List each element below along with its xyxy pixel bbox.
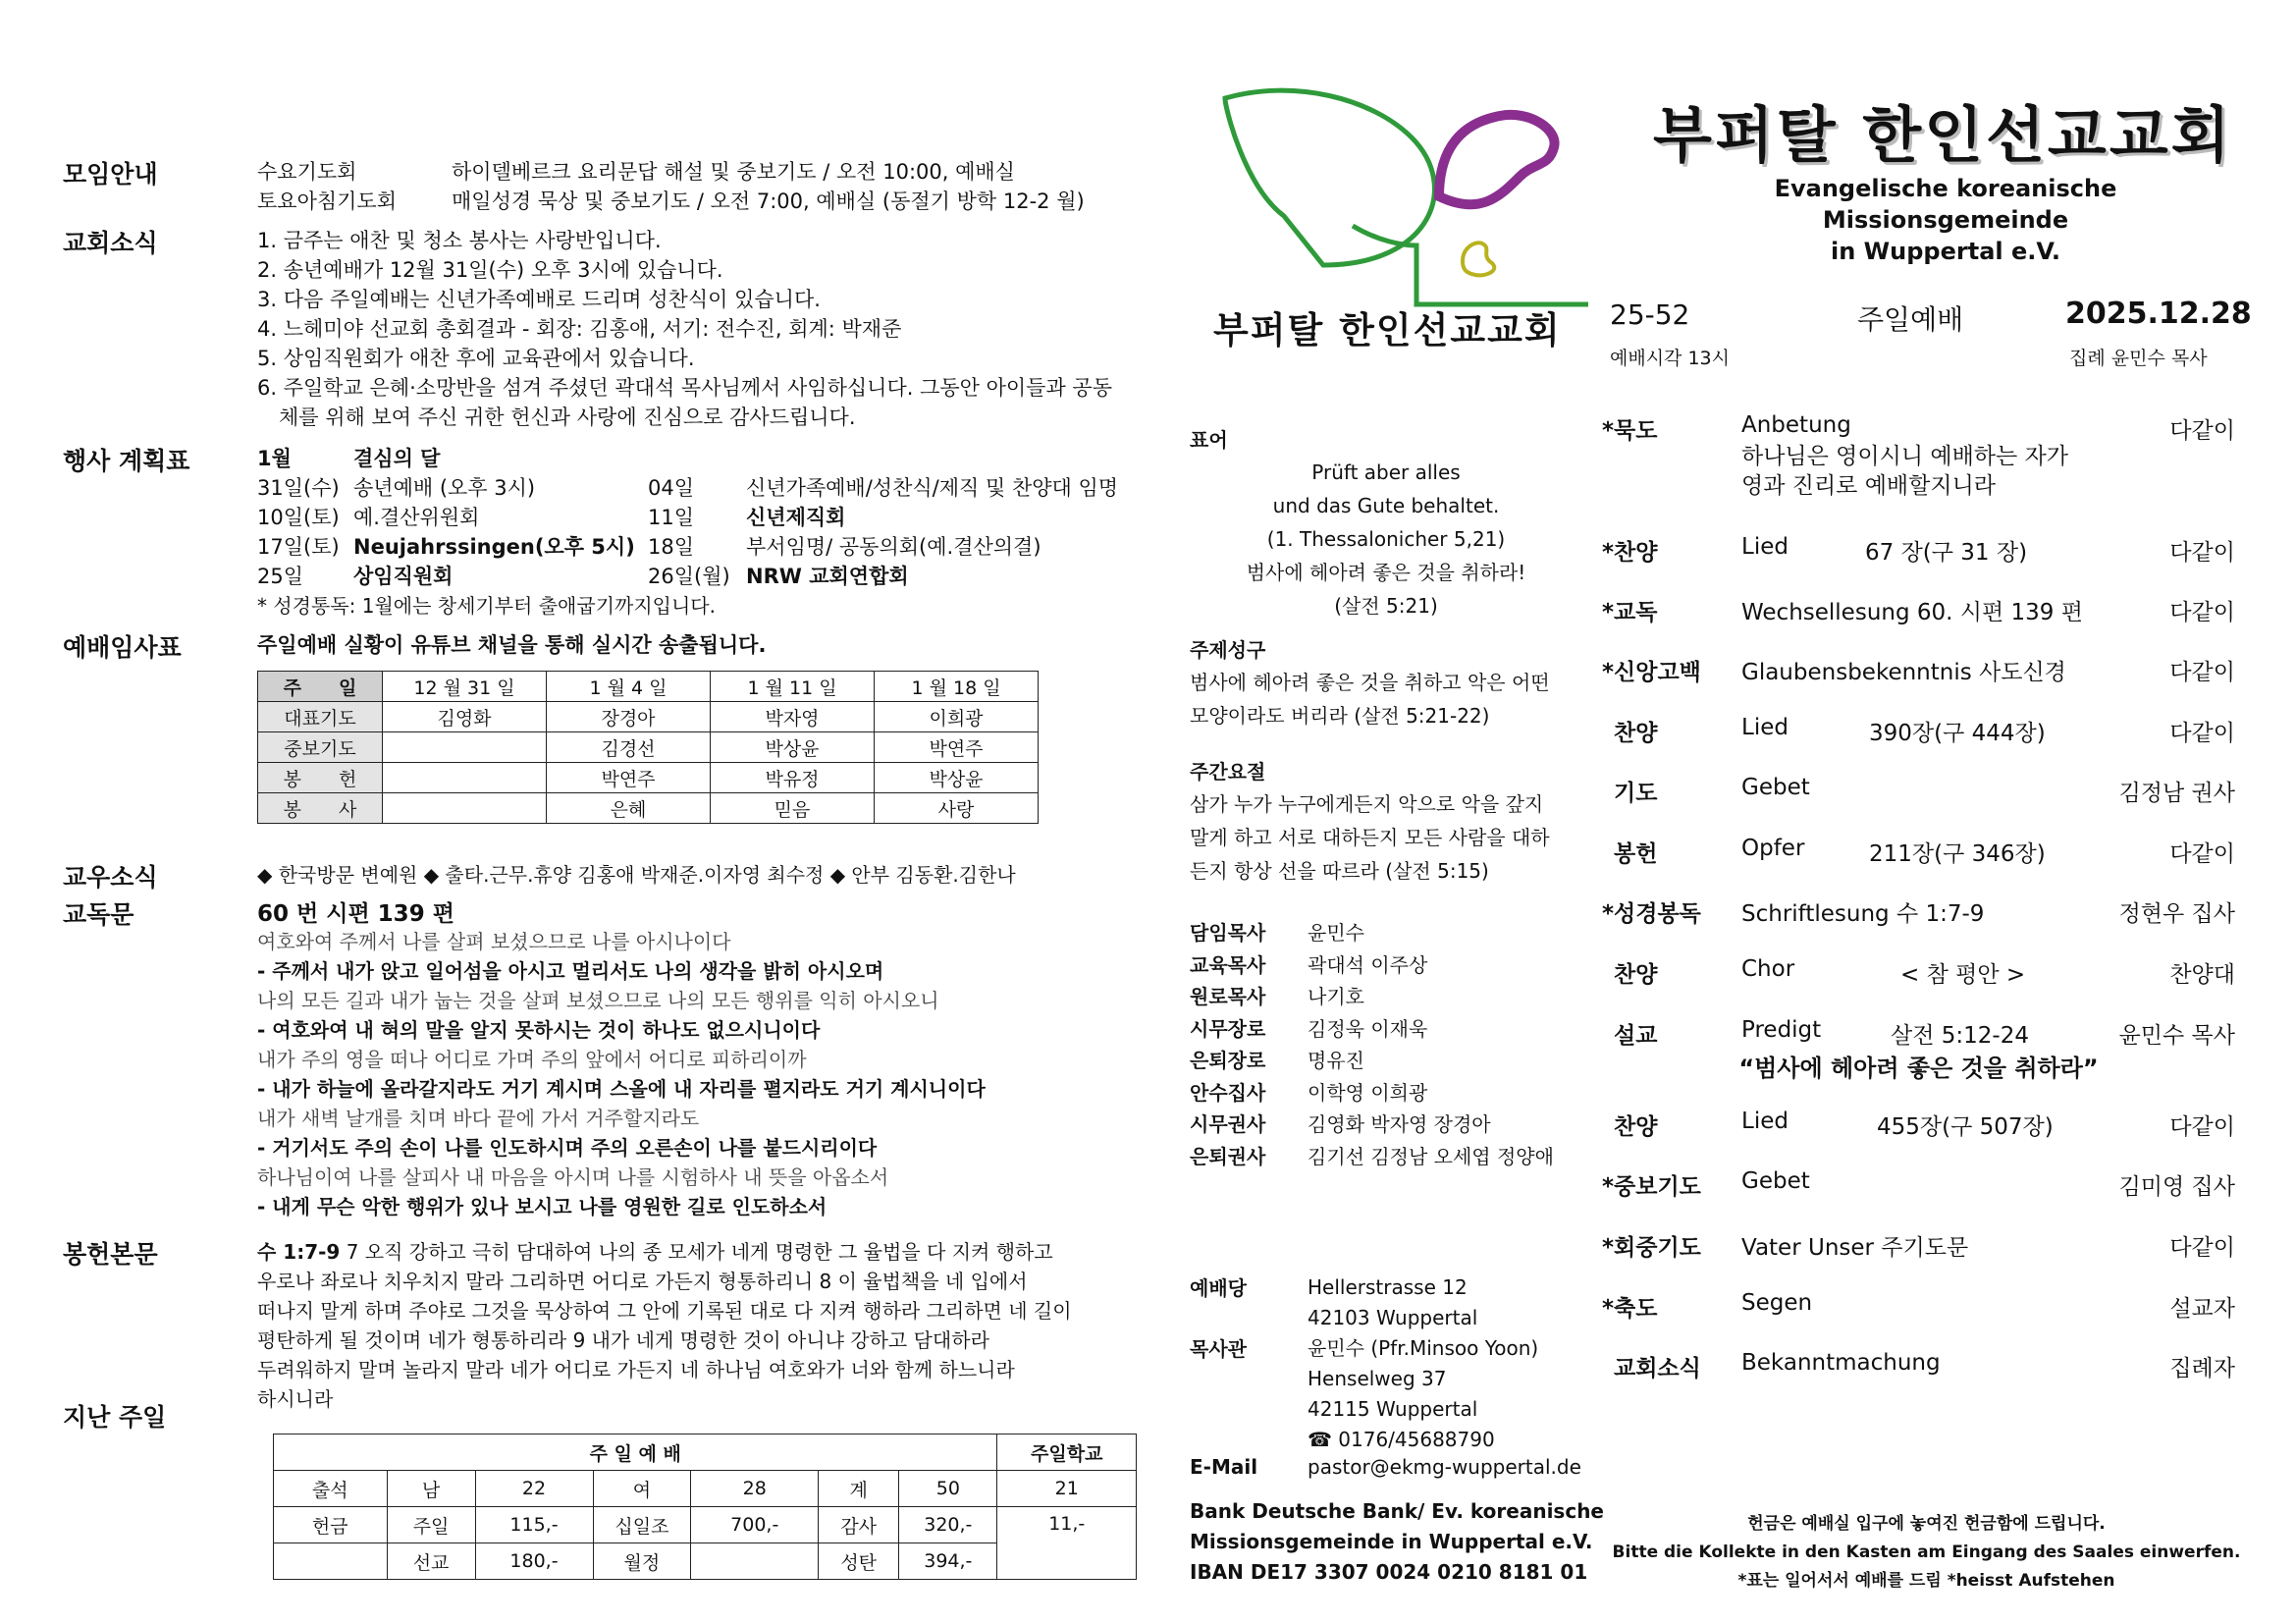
liturgy-item-de: Segen [1741, 1290, 1813, 1316]
liturgy-item-who: 다같이 [2169, 1235, 2235, 1261]
staff-list [1190, 917, 1554, 1172]
news-item: 체를 위해 보여 주신 귀한 헌신과 사랑에 진심으로 감사드립니다. [279, 406, 856, 429]
responsive-line: - 내게 무슨 악한 행위가 있나 보시고 나를 영원한 길로 인도하소서 [257, 1195, 828, 1218]
liturgy-item-who: 다같이 [2169, 841, 2235, 867]
service-title: 주일예배 [1857, 303, 1964, 336]
liturgy-row [1602, 836, 2235, 869]
responsive-line: - 거기서도 주의 손이 나를 인도하시며 주의 오른손이 나를 붙드시리이다 [257, 1136, 878, 1160]
table-cell: 계 [819, 1471, 899, 1507]
motto-line: und das Gute behaltet. [1272, 494, 1500, 517]
liturgy-row [1602, 412, 2235, 446]
liturgy-item-who: 찬양대 [2169, 962, 2235, 988]
offering-line: 하시니라 [257, 1387, 334, 1411]
week-number: 25-52 [1610, 298, 1690, 331]
weekly-verse-line: 삼가 누가 누구에게든지 악으로 악을 갚지 [1190, 792, 1544, 816]
liturgy-sub-line: 하나님은 영이시니 예배하는 자가 [1741, 444, 2068, 469]
table-cell: 성탄 [819, 1543, 899, 1580]
bank-line: Bank Deutsche Bank/ Ev. koreanische [1190, 1499, 1604, 1523]
table-header-cell: 주 일 [258, 672, 383, 702]
liturgy-item-who: 다같이 [2169, 721, 2235, 746]
liturgy-item-ko: 찬양 [1614, 962, 1658, 988]
responsive-line: 내가 주의 영을 떠나 어디로 가며 주의 앞에서 어디로 피하리이까 [257, 1048, 807, 1071]
liturgy-item-de: Wechsellesung 60. 시편 139 편 [1741, 600, 2083, 625]
liturgy-row [1602, 1350, 2235, 1383]
table-row [274, 1507, 1137, 1543]
liturgy-item-ko: 설교 [1614, 1023, 1658, 1049]
liturgy-item-ko: *찬양 [1602, 540, 1658, 566]
table-cell: 394,- [899, 1543, 997, 1580]
liturgy-item-de: Lied [1741, 1109, 1789, 1134]
theme-verse [1190, 666, 1550, 732]
footer-line: Bitte die Kollekte in den Kasten am Eingang des Saales einwerfen. [1612, 1543, 2241, 1562]
weekly-verse-label: 주간요절 [1190, 760, 1266, 784]
staff-names: 김정욱 이재욱 [1308, 1016, 1428, 1041]
table-cell: 은혜 [547, 793, 711, 824]
table-row [274, 1471, 1137, 1507]
liturgy-row [1602, 1109, 2235, 1142]
table-cell: 선교 [387, 1543, 475, 1580]
table-cell: 헌금 [274, 1507, 388, 1543]
table-row [258, 672, 1039, 702]
table-header-cell: 주 일 예 배 [274, 1435, 997, 1471]
event-date: 18일 [648, 535, 695, 559]
staff-row [1190, 1109, 1554, 1141]
offering-line: 우로나 좌로나 치우치지 말라 그리하면 어디로 가든지 형통하리니 8 이 율법책을 네 입에서 [257, 1270, 1028, 1293]
offering-ref: 수 1:7-9 [257, 1240, 341, 1264]
event-date: 17일(토) [257, 535, 340, 559]
liturgy-item-ko: *회중기도 [1602, 1235, 1701, 1261]
table-cell: 박유정 [711, 763, 875, 793]
liturgy-item-who: 김정남 권사 [2118, 781, 2235, 806]
table-cell: 봉 사 [258, 793, 383, 824]
staff-row [1190, 1013, 1554, 1046]
table-cell: 봉 헌 [258, 763, 383, 793]
table-cell: 믿음 [711, 793, 875, 824]
liturgy-sub-text [1741, 442, 2068, 501]
bank-line: Missionsgemeinde in Wuppertal e.V. [1190, 1530, 1593, 1553]
liturgy-item-de: Glaubensbekenntnis 사도신경 [1741, 660, 2066, 685]
table-cell [691, 1543, 819, 1580]
event-text: 예.결산위원회 [353, 506, 480, 529]
liturgy-item-who: 집례자 [2169, 1356, 2235, 1381]
liturgy-item-detail: < 참 평안 > [1900, 962, 2026, 988]
staff-role: 담임목사 [1190, 921, 1266, 945]
liturgy-row [1602, 956, 2235, 990]
liturgy-item-detail: 390장(구 444장) [1869, 721, 2046, 746]
email-label: E-Mail [1190, 1455, 1258, 1479]
table-cell: 김경선 [547, 732, 711, 763]
liturgy-row [1602, 654, 2235, 687]
liturgy-item-de: Lied [1741, 715, 1789, 740]
table-cell: 11,- [997, 1507, 1137, 1580]
liturgy-item-ko: *축도 [1602, 1296, 1658, 1322]
liturgy-item-who: 다같이 [2169, 418, 2235, 444]
theme-verse-label: 주제성구 [1190, 638, 1266, 662]
news-item: 3. 다음 주일예배는 신년가족예배로 드리며 성찬식이 있습니다. [257, 288, 821, 311]
table-cell: 박상윤 [711, 732, 875, 763]
offering-line: 떠나지 말게 하며 주야로 그것을 묵상하여 그 안에 기록된 대로 다 지켜 행하라 그리하면 네 길이 [257, 1299, 1072, 1323]
staff-row [1190, 1045, 1554, 1077]
staff-names: 명유진 [1308, 1049, 1364, 1072]
table-cell [383, 763, 547, 793]
staff-names: 이학영 이희광 [1308, 1080, 1428, 1105]
last-sunday-label: 지난 주일 [63, 1403, 167, 1432]
table-row [258, 763, 1039, 793]
staff-names: 김영화 박자영 장경아 [1308, 1112, 1491, 1136]
liturgy-item-ko: 봉헌 [1614, 841, 1658, 867]
event-text: 상임직원회 [353, 565, 454, 588]
liturgy-item-who: 다같이 [2169, 660, 2235, 685]
church-name-german [1653, 173, 2238, 267]
responsive-line: 하나님이여 나를 살피사 내 마음을 아시며 나를 시험하사 내 뜻을 아옵소서 [257, 1165, 889, 1189]
weekly-verse [1190, 787, 1550, 888]
motto-line: Prüft aber alles [1311, 460, 1461, 484]
staff-row [1190, 981, 1554, 1013]
table-cell: 중보기도 [258, 732, 383, 763]
church-name-title: 부퍼탈 한인선교교회 [1653, 99, 2233, 171]
table-cell: 50 [899, 1471, 997, 1507]
table-header-cell: 1 월 11 일 [711, 672, 875, 702]
address-line: 42115 Wuppertal [1308, 1397, 1478, 1421]
offering-line-text: 7 오직 강하고 극히 담대하여 나의 종 모세가 네게 명령한 그 율법을 다 지켜 행하고 [346, 1240, 1053, 1264]
liturgy-item-who: 다같이 [2169, 1114, 2235, 1140]
liturgy-item-de: Chor [1741, 956, 1795, 982]
responsive-line: 나의 모든 길과 내가 눕는 것을 살펴 보셨으므로 나의 모든 행위를 익히 아시오니 [257, 989, 939, 1012]
table-cell [383, 732, 547, 763]
staff-row [1190, 917, 1554, 949]
liturgy-item-who: 윤민수 목사 [2118, 1023, 2235, 1049]
presider: 집례 윤민수 목사 [2069, 348, 2208, 369]
worship-place-address [1308, 1272, 1477, 1333]
table-cell: 월정 [593, 1543, 691, 1580]
liturgy-row [1602, 534, 2235, 568]
liturgy-item-ko: *중보기도 [1602, 1174, 1701, 1200]
liturgy-item-detail: 211장(구 346장) [1869, 841, 2046, 867]
gathering-label: 모임안내 [63, 160, 158, 189]
table-row [258, 702, 1039, 732]
events-theme: 결심의 달 [353, 447, 441, 470]
table-cell: 주일 [387, 1507, 475, 1543]
table-cell: 이희광 [875, 702, 1039, 732]
weekly-verse-line: 말게 하고 서로 대하든지 모든 사람을 대하 [1190, 826, 1550, 849]
news-list [257, 226, 1141, 432]
liturgy-item-de: Vater Unser 주기도문 [1741, 1235, 1969, 1261]
news-item: 5. 상임직원회가 애찬 후에 교육관에서 있습니다. [257, 347, 695, 370]
motto-label: 표어 [1190, 428, 1228, 452]
liturgy-item-ko: *성경봉독 [1602, 901, 1701, 927]
event-date: 31일(수) [257, 476, 340, 500]
theme-verse-line: 범사에 헤아려 좋은 것을 취하고 악은 어떤 [1190, 671, 1550, 694]
events-note: * 성경통독: 1월에는 창세기부터 출애굽기까지입니다. [257, 594, 716, 618]
theme-verse-line: 모양이라도 버리라 (살전 5:21-22) [1190, 704, 1490, 728]
table-cell: 사랑 [875, 793, 1039, 824]
event-text: 부서임명/ 공동의회(예.결산의결) [746, 535, 1041, 559]
motto [1190, 456, 1582, 623]
table-cell: 700,- [691, 1507, 819, 1543]
table-cell: 320,- [899, 1507, 997, 1543]
church-logo-icon [1205, 69, 1598, 314]
liturgy-item-ko: *묵도 [1602, 418, 1658, 444]
news-item: 4. 느헤미야 선교회 총회결과 - 회장: 김홍애, 서기: 전수진, 회계: 박재준 [257, 317, 902, 341]
event-text: 신년가족예배/성찬식/제직 및 찬양대 임명 [746, 476, 1119, 500]
offering-line: 평탄하게 될 것이며 네가 형통하리라 9 내가 네게 명령한 것이 아니냐 강하고 담대하라 [257, 1328, 989, 1352]
table-cell: 박연주 [875, 732, 1039, 763]
liturgy-row [1602, 715, 2235, 748]
staff-role: 교육목사 [1190, 952, 1266, 977]
liturgy-item-who: 정현우 집사 [2118, 901, 2235, 927]
address-line: Hellerstrasse 12 [1308, 1275, 1468, 1299]
liturgy-row [1602, 594, 2235, 627]
liturgy-item-ko: 찬양 [1614, 721, 1658, 746]
footer-note [1610, 1510, 2243, 1596]
responsive-line: - 여호와여 내 혀의 말을 알지 못하시는 것이 하나도 없으시니이다 [257, 1018, 821, 1042]
gathering-row-2-name: 토요아침기도회 [257, 189, 398, 213]
responsive-line: 내가 새벽 날개를 치며 바다 끝에 가서 거주할지라도 [257, 1107, 700, 1130]
liturgy-row [1602, 1229, 2235, 1263]
staff-role: 시무권사 [1190, 1112, 1266, 1136]
duty-notice: 주일예배 실황이 유튜브 채널을 통해 실시간 송출됩니다. [257, 633, 767, 657]
staff-role: 원로목사 [1190, 985, 1266, 1008]
table-cell: 21 [997, 1471, 1137, 1507]
table-header-cell: 주일학교 [997, 1435, 1137, 1471]
table-cell: 감사 [819, 1507, 899, 1543]
staff-role: 은퇴권사 [1190, 1144, 1266, 1168]
phone-line: ☎ 0176/45688790 [1308, 1428, 1495, 1451]
table-row [274, 1435, 1137, 1471]
liturgy-item-de: Bekanntmachung [1741, 1350, 1941, 1376]
liturgy-item-who: 설교자 [2169, 1296, 2235, 1322]
liturgy-row [1602, 775, 2235, 808]
event-date: 04일 [648, 476, 695, 500]
event-text: NRW 교회연합회 [746, 565, 909, 588]
staff-row [1190, 1141, 1554, 1173]
table-cell [383, 793, 547, 824]
staff-names: 나기호 [1308, 985, 1364, 1008]
liturgy-item-ko: 찬양 [1614, 1114, 1658, 1140]
staff-role: 시무장로 [1190, 1016, 1266, 1041]
manse-address [1308, 1333, 1538, 1455]
bank-info [1190, 1496, 1604, 1588]
table-cell: 남 [387, 1471, 475, 1507]
motto-line: 범사에 헤아려 좋은 것을 취하라! [1246, 561, 1526, 584]
responsive-label: 교독문 [63, 900, 134, 929]
email-link[interactable]: pastor@ekmg-wuppertal.de [1308, 1455, 1581, 1479]
news-item: 6. 주일학교 은혜·소망반을 섬겨 주셨던 곽대석 목사님께서 사임하십니다. 그동안 아이들과 공동 [257, 376, 1113, 400]
responsive-title: 60 번 시편 139 편 [257, 901, 454, 927]
responsive-line: - 내가 하늘에 올라갈지라도 거기 계시며 스올에 내 자리를 펼지라도 거기 계시니이다 [257, 1077, 986, 1101]
weekly-verse-line: 든지 항상 선을 따르라 (살전 5:15) [1190, 859, 1489, 883]
members-text: ◆ 한국방문 변예원 ◆ 출타.근무.휴양 김홍애 박재준.이자영 최수정 ◆ 안부 김동환.김한나 [257, 863, 1016, 887]
staff-names: 김기선 김정남 오세엽 정양애 [1308, 1144, 1554, 1168]
table-row [258, 732, 1039, 763]
liturgy-item-who: 다같이 [2169, 600, 2235, 625]
staff-names: 곽대석 이주상 [1308, 952, 1428, 977]
liturgy-item-de: Gebet [1741, 1168, 1810, 1194]
gathering-row-2-text: 매일성경 묵상 및 중보기도 / 오전 7:00, 예배실 (동절기 방학 12-2 월) [452, 189, 1085, 213]
table-cell [274, 1543, 388, 1580]
offering-line: 두려워하지 말며 놀라지 말라 네가 어디로 가든지 네 하나님 여호와가 너와 함께 하느니라 [257, 1358, 1015, 1381]
table-cell: 출석 [274, 1471, 388, 1507]
responsive-reading [257, 927, 1141, 1221]
manse-label: 목사관 [1190, 1337, 1247, 1361]
logo-text: 부퍼탈 한인선교교회 [1213, 309, 1562, 352]
news-item: 1. 금주는 애찬 및 청소 봉사는 사랑반입니다. [257, 229, 662, 252]
table-cell: 28 [691, 1471, 819, 1507]
responsive-line: - 주께서 내가 앉고 일어섬을 아시고 멀리서도 나의 생각을 밝히 아시오며 [257, 959, 884, 983]
german-name-line: in Wuppertal e.V. [1831, 238, 2060, 265]
table-cell: 여 [593, 1471, 691, 1507]
table-header-cell: 1 월 18 일 [875, 672, 1039, 702]
liturgy-item-detail: 살전 5:12-24 [1891, 1023, 2029, 1049]
table-cell: 박자영 [711, 702, 875, 732]
staff-row [1190, 949, 1554, 982]
table-row [258, 793, 1039, 824]
liturgy-sub-line: 영과 진리로 예배할지니라 [1741, 473, 1997, 499]
event-date: 25일 [257, 565, 304, 588]
table-cell: 22 [475, 1471, 593, 1507]
liturgy-item-ko: *신앙고백 [1602, 660, 1701, 685]
table-cell: 대표기도 [258, 702, 383, 732]
liturgy-item-de: Lied [1741, 534, 1789, 560]
german-name-line: Evangelische koreanische Missionsgemeinde [1774, 175, 2117, 234]
duty-label: 예배임사표 [63, 633, 182, 662]
liturgy-row [1602, 1290, 2235, 1324]
liturgy-item-who: 다같이 [2169, 540, 2235, 566]
bank-line: IBAN DE17 3307 0024 0210 8181 01 [1190, 1560, 1588, 1584]
liturgy-item-de: Opfer [1741, 836, 1805, 861]
staff-names: 윤민수 [1308, 921, 1364, 945]
address-line: 42103 Wuppertal [1308, 1306, 1478, 1329]
bulletin-date: 2025.12.28 [2065, 297, 2252, 331]
liturgy-item-de: Schriftlesung 수 1:7-9 [1741, 901, 1985, 927]
liturgy-item-ko: *교독 [1602, 600, 1658, 625]
staff-role: 안수집사 [1190, 1080, 1266, 1105]
news-label: 교회소식 [63, 229, 158, 257]
table-cell: 박상윤 [875, 763, 1039, 793]
table-header-cell: 12 월 31 일 [383, 672, 547, 702]
event-text: 송년예배 (오후 3시) [353, 476, 536, 500]
offering-text [257, 1237, 1141, 1414]
liturgy-item-detail: 67 장(구 31 장) [1865, 540, 2028, 566]
responsive-line: 여호와여 주께서 나를 살펴 보셨으므로 나를 아시나이다 [257, 930, 731, 953]
table-cell: 십일조 [593, 1507, 691, 1543]
event-date: 11일 [648, 506, 695, 529]
address-line: Henselweg 37 [1308, 1367, 1447, 1390]
duty-table [257, 671, 1039, 824]
liturgy-row [1602, 1168, 2235, 1202]
table-cell: 김영화 [383, 702, 547, 732]
last-sunday-table [273, 1434, 1137, 1580]
staff-row [1190, 1077, 1554, 1110]
event-date: 10일(토) [257, 506, 340, 529]
liturgy-item-ko: 기도 [1614, 781, 1658, 806]
table-cell: 장경아 [547, 702, 711, 732]
events-month: 1월 [257, 447, 292, 470]
liturgy-row [1602, 1017, 2235, 1051]
gathering-row-1-name: 수요기도회 [257, 160, 357, 184]
liturgy-item-de: Anbetung [1741, 412, 1851, 438]
address-line: 윤민수 (Pfr.Minsoo Yoon) [1308, 1336, 1539, 1360]
event-text: Neujahrssingen(오후 5시) [353, 535, 635, 559]
service-time: 예배시각 13시 [1610, 348, 1730, 369]
offering-line [257, 1237, 1141, 1267]
gathering-row-1-text: 하이델베르크 요리문답 해설 및 중보기도 / 오전 10:00, 예배실 [452, 160, 1015, 184]
news-item: 2. 송년예배가 12월 31일(수) 오후 3시에 있습니다. [257, 258, 723, 282]
liturgy-item-de: Gebet [1741, 775, 1810, 800]
footer-line: 헌금은 예배실 입구에 놓여진 헌금함에 드립니다. [1747, 1514, 2106, 1534]
table-header-cell: 1 월 4 일 [547, 672, 711, 702]
sermon-title: “범사에 헤아려 좋은 것을 취하라” [1738, 1055, 2099, 1082]
events-label: 행사 계획표 [63, 447, 190, 475]
footer-line: *표는 일어서서 예배를 드림 *heisst Aufstehen [1737, 1571, 2115, 1591]
liturgy-item-ko: 교회소식 [1614, 1356, 1701, 1381]
table-cell: 180,- [475, 1543, 593, 1580]
table-cell: 115,- [475, 1507, 593, 1543]
liturgy-row [1602, 895, 2235, 929]
staff-role: 은퇴장로 [1190, 1049, 1266, 1072]
worship-place-label: 예배당 [1190, 1276, 1247, 1300]
liturgy-item-de: Predigt [1741, 1017, 1822, 1043]
event-text: 신년제직회 [746, 506, 846, 529]
motto-line: (살전 5:21) [1334, 594, 1438, 618]
table-cell: 박연주 [547, 763, 711, 793]
offering-label: 봉헌본문 [63, 1240, 158, 1269]
event-date: 26일(월) [648, 565, 730, 588]
motto-line: (1. Thessalonicher 5,21) [1266, 527, 1506, 551]
liturgy-item-detail: 455장(구 507장) [1877, 1114, 2054, 1140]
liturgy-item-who: 김미영 집사 [2118, 1174, 2235, 1200]
members-label: 교우소식 [63, 863, 158, 892]
